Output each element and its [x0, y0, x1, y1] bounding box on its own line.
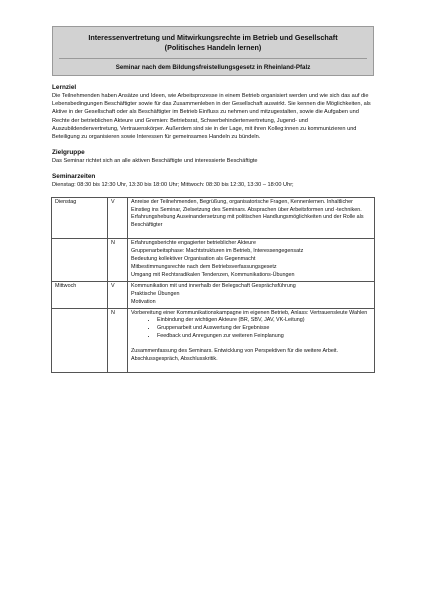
seminarzeiten-text: Dienstag: 08:30 bis 12:30 Uhr, 13:30 bis 18:00 Uhr; Mittwoch: 08:30 bis 12:30, 13:30 – 18:00 Uhr;: [52, 182, 294, 189]
content-cell: [128, 308, 375, 372]
content-line: Mitbestimmungsrechte nach dem Betriebsverfassungsgesetz: [131, 263, 277, 270]
content-outro: Zusammenfassung des Seminars. Entwicklung von Perspektiven für die weitere Arbeit. Abschlussgespräch, Abschlusskritik.: [131, 348, 339, 363]
table-row: [52, 197, 375, 239]
content-line: Bedeutung kollektiver Organisation als Gegenmacht: [131, 256, 256, 263]
day-cell: [52, 239, 108, 282]
document-subtitle: Seminar nach dem Bildungsfreistellungsgesetz in Rheinland-Pfalz: [59, 58, 367, 71]
content-line: Praktische Übungen: [131, 290, 180, 297]
schedule-table: [51, 197, 375, 373]
seminarzeiten-heading: Seminarzeiten: [52, 173, 96, 181]
table-row: [52, 239, 375, 282]
list-item: • Einbindung der wichtigen Akteure (BR, SBV, JAV, VK-Leitung): [157, 317, 371, 325]
content-line: Gruppenarbeitsphase: Machtstrukturen im Betrieb, Interessengegensatz: [131, 248, 304, 255]
day-cell: Dienstag: [52, 197, 108, 239]
document-page: [52, 26, 374, 373]
slot-cell: N: [108, 239, 128, 282]
document-title-sub: (Politisches Handeln lernen): [164, 42, 262, 52]
day-cell: [52, 308, 108, 372]
content-intro: Vorbereitung einer Kommunikationskampagne im eigenen Betrieb, Anlass: Vertrauensleute Wahlen: [131, 309, 368, 316]
list-item: • Feedback und Anregungen zur weiteren Feinplanung: [157, 333, 371, 341]
content-line: Motivation: [131, 298, 156, 305]
table-row: [52, 308, 375, 372]
list-item: • Gruppenarbeit und Auswertung der Ergebnisse: [157, 325, 371, 333]
content-cell: [128, 239, 375, 282]
zielgruppe-heading: Zielgruppe: [52, 149, 85, 157]
header-box: [52, 26, 374, 76]
content-cell: [128, 281, 375, 308]
table-row: [52, 281, 375, 308]
content-cell: [128, 197, 375, 239]
day-cell: Mittwoch: [52, 281, 108, 308]
slot-cell: N: [108, 308, 128, 372]
content-line: Umgang mit Rechtsradikalen Tendenzen, Kommunikations-Übungen: [131, 271, 295, 278]
lernziel-text: Die Teilnehmenden haben Ansätze und Ideen, wie Arbeitsprozesse in einem Betrieb organisiert werden und wie sich das auf die Lebensbedingungen Beschäftigter sowie für das Zusammenleben in der Gesellschaft auswirkt. Sie kennen die Möglichkeiten, als Aktive in der Gesellschaft oder als Beschäftigter im Betrieb Einfluss zu nehmen und mitzugestalten, sowie die Aufgaben und Rechte der betrieblichen Akteure und Gremien: Betriebsrat, Schwerbehindertenvertretung, Jugend- und Auszubildendenvertretung, Vertrauenskörper. Außerdem sind sie in der Lage, mit ihren Kolleg:innen zu kommunizieren und Beteiligung zu organisieren sowie Interessen für gemeinsames Handeln zu bündeln.: [52, 93, 371, 141]
lernziel-heading: Lernziel: [52, 84, 77, 91]
slot-cell: V: [108, 281, 128, 308]
content-text: Anreise der Teilnehmenden, Begrüßung, organisatorische Fragen, Kennenlernen. Inhaltlicher Einstieg ins Seminar, Zielsetzung des Seminars. Absprachen über Arbeitsformen und -techniken. Erfahrungshebung Auseinandersetzung mit politischen Handlungsmöglichkeiten und der Rolle als Beschäftigter: [131, 198, 364, 229]
bullet-list: [131, 317, 371, 341]
zielgruppe-text: Das Seminar richtet sich an alle aktiven Beschäftigte und interessierte Beschäftigte: [52, 158, 258, 165]
document-title: Interessenvertretung und Mitwirkungsrechte im Betrieb und Gesellschaft: [88, 33, 338, 42]
content-line: Erfahrungsberichte engagierter betrieblicher Akteure: [131, 240, 256, 247]
content-line: Kommunikation mit und innerhalb der Belegschaft Gesprächsführung: [131, 282, 296, 289]
slot-cell: V: [108, 197, 128, 239]
